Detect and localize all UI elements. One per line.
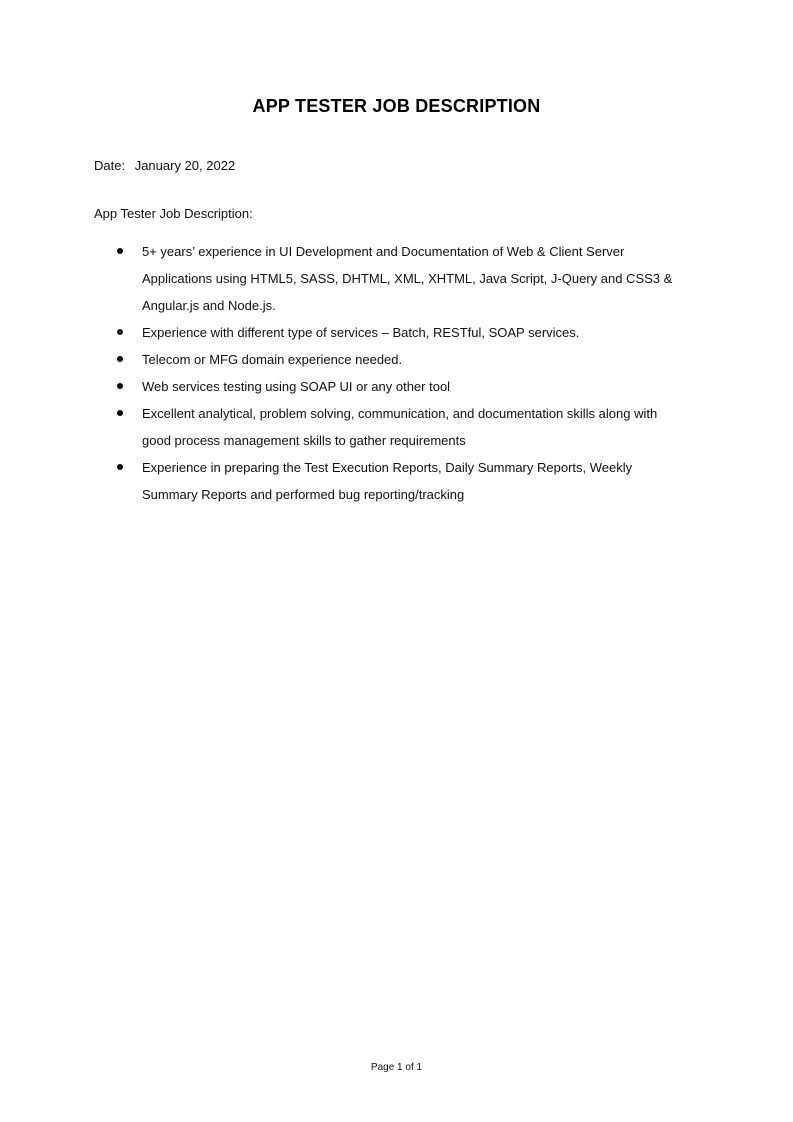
bullet-icon: [117, 410, 123, 416]
list-item: [0, 373, 793, 400]
list-item: [0, 400, 793, 454]
bullet-icon: [117, 383, 123, 389]
bullet-icon: [117, 464, 123, 470]
bullet-icon: [117, 356, 123, 362]
list-item-text: Experience with different type of services – Batch, RESTful, SOAP services.: [142, 325, 580, 340]
date-value: January 20, 2022: [134, 158, 236, 173]
page-indicator: Page 1 of 1: [370, 1062, 423, 1073]
bullet-icon: [117, 248, 123, 254]
date-line: [94, 158, 235, 173]
list-item-text: 5+ years’ experience in UI Development and Documentation of Web & Client Server Applications using HTML5, SASS, DHTML, XML, XHTML, Java Script, J-Query and CSS3 & Angular.js and Node.js.: [142, 244, 673, 313]
list-item: [0, 238, 793, 319]
bullet-icon: [117, 329, 123, 335]
list-item-text: Excellent analytical, problem solving, communication, and documentation skills along with good process management skills to gather requirements: [142, 406, 658, 448]
list-item-text: Telecom or MFG domain experience needed.: [142, 352, 403, 367]
requirements-list: [0, 238, 793, 508]
list-item: [0, 454, 793, 508]
list-item: [0, 346, 793, 373]
date-label: Date:: [94, 158, 126, 173]
list-item: [0, 319, 793, 346]
document-title: APP TESTER JOB DESCRIPTION: [252, 96, 541, 116]
section-heading: App Tester Job Description:: [94, 206, 253, 221]
list-item-text: Experience in preparing the Test Execution Reports, Daily Summary Reports, Weekly Summary Reports and performed bug reporting/tracking: [142, 460, 633, 502]
list-item-text: Web services testing using SOAP UI or any other tool: [142, 379, 451, 394]
